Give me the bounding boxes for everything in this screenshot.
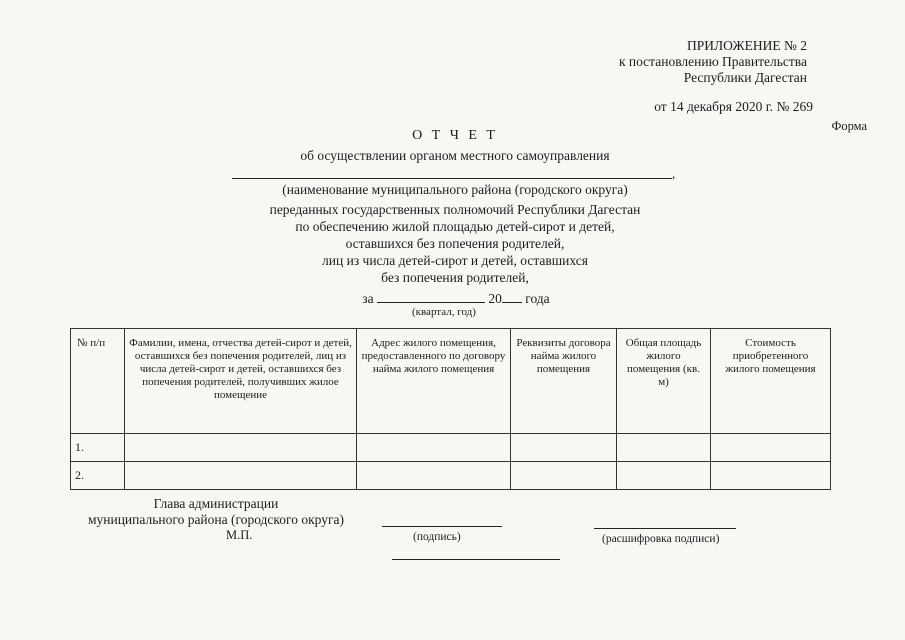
names-cell[interactable] — [125, 462, 357, 490]
cost-cell[interactable] — [711, 434, 831, 462]
blank-comma: , — [672, 166, 676, 181]
signatory-title-line-1: Глава администрации — [153, 496, 279, 511]
contract-cell[interactable] — [511, 462, 617, 490]
date-blank-line — [392, 559, 560, 560]
title-body-line-3: оставшихся без попечения родителей, — [345, 236, 565, 251]
report-title: О Т Ч Е Т — [412, 128, 498, 143]
signatory-title — [66, 496, 366, 528]
column-header-number: № п/п — [71, 329, 125, 434]
cost-cell[interactable] — [711, 462, 831, 490]
address-cell[interactable] — [357, 462, 511, 490]
form-label: Форма — [831, 119, 867, 133]
area-cell[interactable] — [617, 434, 711, 462]
signature-decoding-caption: (расшифровка подписи) — [602, 533, 720, 545]
title-body-line-2: по обеспечению жилой площадью детей-сирот и детей, — [295, 219, 615, 234]
appendix-line-2: к постановлению Правительства — [618, 54, 807, 69]
quarter-blank — [377, 290, 485, 303]
contract-cell[interactable] — [511, 434, 617, 462]
column-header-area: Общая площадь жилого помещения (кв. м) — [617, 329, 711, 434]
title-body-line-5: без попечения родителей, — [381, 270, 529, 285]
column-header-names: Фамилии, имена, отчества детей-сирот и детей, оставшихся без попечения родителей, лиц из числа детей-сирот и детей, оставшихся без попечения родителей, получивших жилое помещение — [125, 329, 357, 434]
resolution-date: от 14 декабря 2020 г. № 269 — [654, 99, 813, 114]
names-cell[interactable] — [125, 434, 357, 462]
period-year-prefix: 20 — [488, 291, 502, 306]
appendix-line-3: Республики Дагестан — [683, 70, 807, 85]
title-body-line-1: переданных государственных полномочий Республики Дагестан — [269, 202, 641, 217]
municipality-caption: (наименование муниципального района (городского округа) — [282, 182, 628, 197]
column-header-address: Адрес жилого помещения, предоставленного по договору найма жилого помещения — [357, 329, 511, 434]
period-prefix: за — [362, 291, 374, 306]
signature-blank — [382, 526, 502, 527]
signature-decoding-blank — [594, 528, 736, 529]
appendix-header — [619, 38, 807, 86]
title-body-line-4: лиц из числа детей-сирот и детей, оставшихся — [322, 253, 588, 268]
period-suffix: года — [525, 291, 550, 306]
report-period-line — [286, 290, 626, 307]
row-number-cell: 1. — [71, 434, 125, 462]
signatory-title-line-2: муниципального района (городского округа) — [87, 512, 345, 527]
stamp-place-label: М.П. — [226, 528, 253, 542]
title-line-1: об осуществлении органом местного самоуправления — [300, 148, 610, 163]
table-header-row — [71, 329, 831, 434]
address-cell[interactable] — [357, 434, 511, 462]
signature-caption: (подпись) — [413, 531, 461, 543]
appendix-line-1: ПРИЛОЖЕНИЕ № 2 — [686, 38, 807, 53]
row-number-cell: 2. — [71, 462, 125, 490]
municipality-name-blank — [232, 178, 672, 179]
period-caption: (квартал, год) — [412, 306, 476, 318]
table-row — [71, 434, 831, 462]
year-blank — [502, 290, 522, 303]
report-table — [70, 328, 831, 490]
column-header-cost: Стоимость приобретенного жилого помещения — [711, 329, 831, 434]
column-header-contract: Реквизиты договора найма жилого помещения — [511, 329, 617, 434]
area-cell[interactable] — [617, 462, 711, 490]
table-row — [71, 462, 831, 490]
